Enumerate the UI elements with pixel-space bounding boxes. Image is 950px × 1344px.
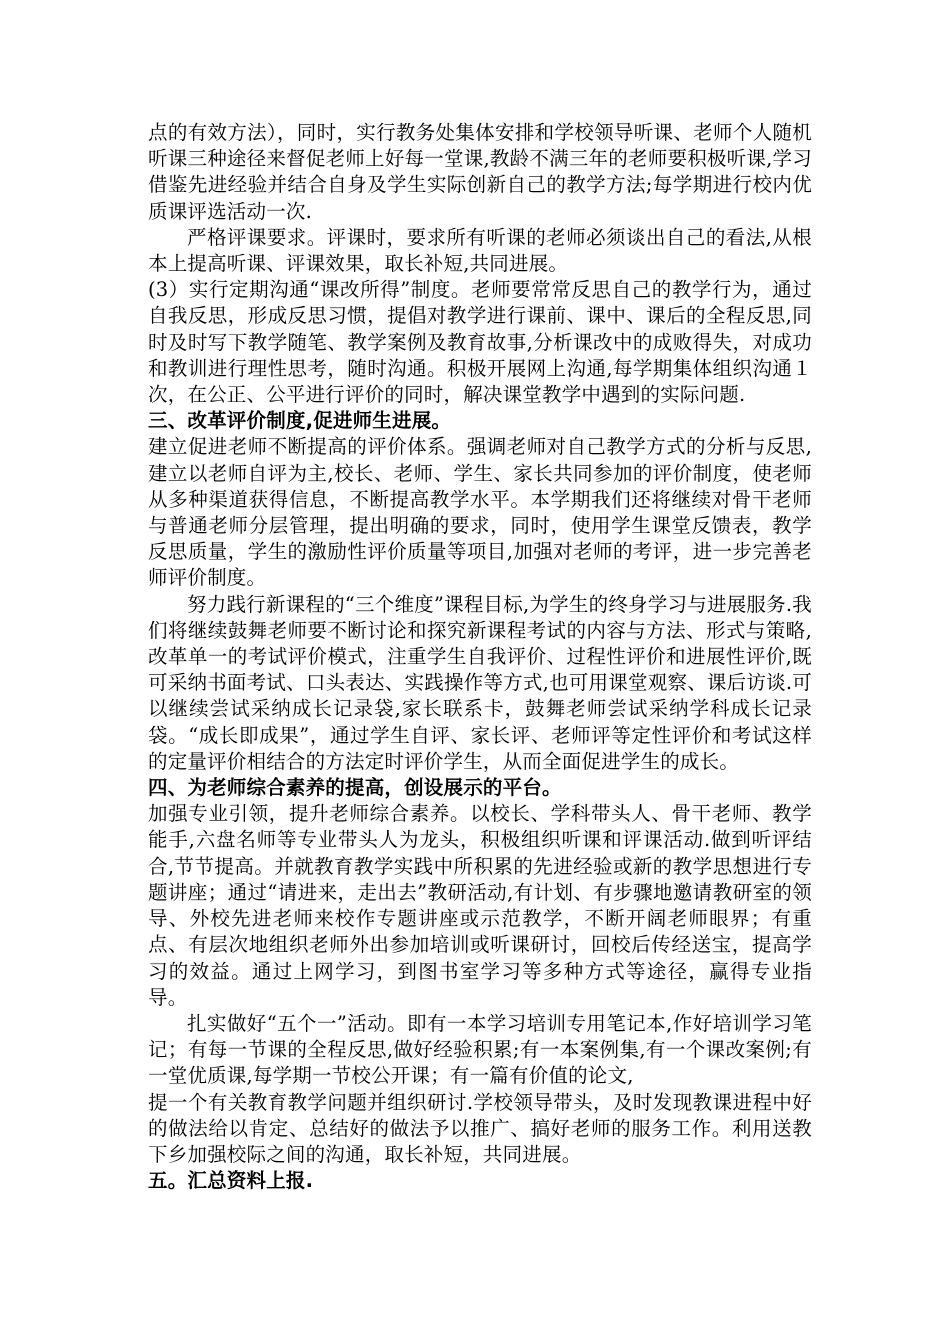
paragraph-research-topic: 提一个有关教育教学问题并组织研讨.学校领导带头，及时发现教课进程中好的做法给以肯定、总结好的做法予以推广、搞好老师的服务工作。利用送教下乡加强校际之间的沟通，取长补短，共同进展。 [148, 1090, 812, 1166]
paragraph-three-dimensions: 努力践行新课程的“三个维度”课程目标,为学生的终身学习与进展服务.我们将继续鼓舞老师要不断讨论和探究新课程考试的内容与方法、形式与策略,改革单一的考试评价模式，注重学生自我评价、过程性评价和进展性评价,既可采纳书面考试、口头表达、实践操作等方式,也可用课堂观察、课后访谈.可以继续尝试采纳成长记录袋,家长联系卡，鼓舞老师尝试采纳学科成长记录袋。“成长即成果”，通过学生自评、家长评、老师评等定性评价和考试这样的定量评价相结合的方法定时评价学生，从而全面促进学生的成长。 [148, 592, 812, 773]
paragraph-evaluation-system: 建立促进老师不断提高的评价体系。强调老师对自己教学方式的分析与反思,建立以老师自评为主,校长、老师、学生、家长共同参加的评价制度，使老师从多种渠道获得信息，不断提高教学水平。本学期我们还将继续对骨干老师与普通老师分层管理，提出明确的要求，同时，使用学生课堂反馈表，教学反思质量，学生的激励性评价质量等项目,加强对老师的考评，进一步完善老师评价制度。 [148, 435, 812, 590]
paragraph-professional-guidance: 加强专业引领，提升老师综合素养。以校长、学科带头人、骨干老师、教学能手,六盘名师等专业带头人为龙头，积极组织听课和评课活动.做到听评结合,节节提高。并就教育教学实践中所积累的先进经验或新的教学思想进行专题讲座；通过“请进来，走出去”教研活动,有计划、有步骤地邀请教研室的领导、外校先进老师来校作专题讲座或示范教学，不断开阔老师眼界；有重点、有层次地组织老师外出参加培训或听课研讨，回校后传经送宝，提高学习的效益。通过上网学习，到图书室学习等多种方式等途径，赢得专业指导。 [148, 802, 812, 1009]
paragraph-evaluation-requirements: 严格评课要求。评课时，要求所有听课的老师必须谈出自己的看法,从根本上提高听课、评课效果，取长补短,共同进展。 [148, 225, 812, 276]
paragraph-regular-communication: (3）实行定期沟通“课改所得”制度。老师要常常反思自己的教学行为，通过自我反思，形成反思习惯，提倡对教学进行课前、课中、课后的全程反思,同时及时写下教学随笔、教学案例及教育故事,分析课改中的成败得失，对成功和教训进行理性思考，随时沟通。积极开展网上沟通,每学期集体组织沟通１次，在公正、公平进行评价的同时，解决课堂教学中遇到的实际问题. [148, 278, 812, 407]
document-page [148, 120, 812, 1194]
paragraph-five-ones: 扎实做好“五个一”活动。即有一本学习培训专用笔记本,作好培训学习笔记；有每一节课的全程反思,做好经验积累;有一本案例集,有一个课改案例;有一堂优质课,每学期一节校公开课；有一篇有价值的论文, [148, 1011, 812, 1088]
paragraph-observation-methods: 点的有效方法），同时，实行教务处集体安排和学校领导听课、老师个人随机听课三种途径来督促老师上好每一堂课,教龄不满三年的老师要积极听课,学习借鉴先进经验并结合自身及学生实际创新自己的教学方法;每学期进行校内优质课评选活动一次. [148, 121, 812, 223]
section-heading-4: 四、为老师综合素养的提高，创设展示的平台。 [148, 776, 562, 800]
section-heading-3: 三、改革评价制度,促进师生进展。 [148, 409, 452, 433]
section-heading-5: 五。汇总资料上报. [148, 1169, 314, 1193]
